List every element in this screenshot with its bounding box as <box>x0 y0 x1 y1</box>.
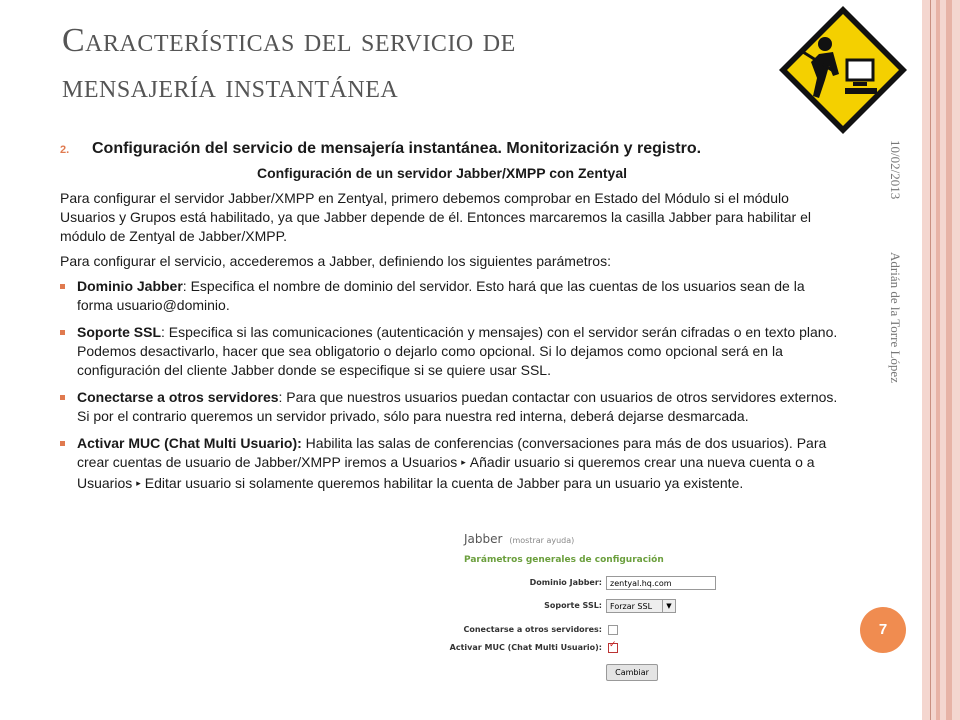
s2s-label: Conectarse a otros servidores: <box>463 625 602 634</box>
bullet-icon <box>60 441 65 446</box>
construction-sign-icon <box>775 2 911 138</box>
bullet-text: : Especifica si las comunicaciones (autenticación y mensajes) con el servidor serán cifradas o en texto plano. Podemos desactivarlo, hacer que sea obligatorio o dejarlo como opcional. Si lo dejamos como opcional será en la configuración del cliente Jabber donde se especifique si se quiere usar SSL. <box>77 324 838 378</box>
ssl-label: Soporte SSL: <box>544 601 602 610</box>
parameter-list <box>60 277 840 495</box>
arrow-right-icon: ▸ <box>461 457 466 467</box>
stripe-line <box>930 0 931 720</box>
decorative-stripe-panel <box>922 0 960 720</box>
muc-checkbox[interactable] <box>608 643 618 653</box>
bullet-text: Habilita las salas de conferencias (conversaciones para más de dos usuarios). Para crear cuentas de usuario de Jabber/XMPP iremos a Usuarios <box>77 435 827 470</box>
paragraph-1: Para configurar el servidor Jabber/XMPP en Zentyal, primero debemos comprobar en Estado del Módulo si el módulo Usuarios y Grupos está habilitado, ya que Jabber depende de él. Entonces marcaremos la casilla Jabber para habilitar el módulo de Zentyal de Jabber/XMPP. <box>60 190 811 244</box>
bullet-text: Editar usuario si solamente queremos habilitar la cuenta de Jabber para un usuario ya existente. <box>144 475 744 491</box>
change-button[interactable]: Cambiar <box>606 664 658 681</box>
domain-label: Dominio Jabber: <box>529 578 602 587</box>
side-meta <box>888 140 913 440</box>
domain-input[interactable]: zentyal.hq.com <box>606 576 716 590</box>
muc-row <box>449 641 698 657</box>
ssl-select[interactable] <box>606 599 676 613</box>
screenshot-app-name: Jabber <box>464 532 503 546</box>
paragraph-2: Para configurar el servicio, accederemos a Jabber, definiendo los siguientes parámetros: <box>60 253 611 269</box>
title-line-2: mensajería instantánea <box>62 68 399 105</box>
bullet-label: Activar MUC (Chat Multi Usuario): <box>77 435 302 451</box>
muc-label: Activar MUC (Chat Multi Usuario): <box>449 643 602 652</box>
bullet-text: : Para que nuestros usuarios puedan contactar con usuarios de otros servidores externos. Si por el contrario queremos un servidor privado, sólo para nuestra red interna, deberá dejarse desmarcada. <box>77 389 838 424</box>
list-item <box>60 323 840 380</box>
screenshot-section-title: Parámetros generales de configuración <box>464 555 664 565</box>
bullet-text: Añadir usuario si queremos crear una nueva cuenta o a Usuarios <box>77 454 815 491</box>
stripe-bar <box>936 0 940 720</box>
page-number-badge: 7 <box>860 607 906 653</box>
ssl-row <box>458 599 698 615</box>
bullet-icon <box>60 330 65 335</box>
slide-date: 10/02/2013 <box>888 140 903 200</box>
domain-row <box>458 576 698 592</box>
slide-content <box>60 140 840 503</box>
stripe-bar <box>946 0 952 720</box>
screenshot-header <box>464 532 574 546</box>
slide-author: Adrián de la Torre López <box>888 252 903 383</box>
s2s-checkbox[interactable] <box>608 625 618 635</box>
bullet-icon <box>60 395 65 400</box>
section-number: 2. <box>60 144 70 156</box>
help-link[interactable]: (mostrar ayuda) <box>509 536 575 545</box>
bullet-label: Soporte SSL <box>77 324 162 340</box>
title-line-1: Características del servicio de <box>62 22 516 59</box>
s2s-row <box>458 623 698 639</box>
bullet-label: Conectarse a otros servidores <box>77 389 279 405</box>
arrow-right-icon: ▸ <box>136 478 141 488</box>
bullet-text: : Especifica el nombre de dominio del servidor. Esto hará que las cuentas de los usuarios sean de la forma usuario@dominio. <box>77 278 805 313</box>
list-item <box>60 388 840 426</box>
list-item <box>60 277 840 315</box>
slide-title <box>62 18 762 110</box>
section-subtitle: Configuración de un servidor Jabber/XMPP con Zentyal <box>256 165 628 181</box>
bullet-label: Dominio Jabber <box>77 278 183 294</box>
section-heading-text: Configuración del servicio de mensajería instantánea. Monitorización y registro. <box>92 140 702 157</box>
bullet-icon <box>60 284 65 289</box>
list-item <box>60 434 840 495</box>
ssl-select-value: Forzar SSL <box>610 602 653 611</box>
zentyal-jabber-screenshot <box>449 528 698 688</box>
section-heading <box>60 140 840 158</box>
chevron-down-icon: ▼ <box>662 600 675 612</box>
